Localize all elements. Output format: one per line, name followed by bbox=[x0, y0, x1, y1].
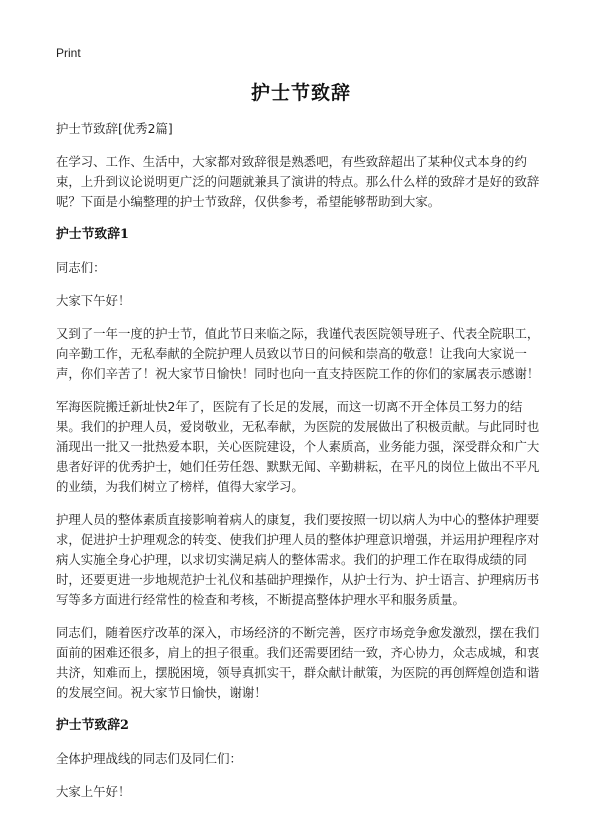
section1-greeting: 大家下午好！ bbox=[56, 293, 131, 308]
section1-paragraph: 护理人员的整体素质直接影响着病人的康复，我们要按照一切以病人为中心的整体护理要求，促进护士护理观念的转变、使我们护理人员的整体护理意识增强，并运用护理程序对病人实施全身心护理，以求切实满足病人的整体需求。我们的护理工作在取得成绩的同时，还要更进一步地规范护士礼仪和基础护理操作，从护士行为、护士语言、护理病历书写等多方面进行经常性的检查和考核，不断提高整体护理水平和服务质量。 bbox=[56, 512, 540, 607]
section1-paragraph: 又到了一年一度的护士节，值此节日来临之际，我谨代表医院领导班子、代表全院职工，向辛勤工作，无私奉献的全院护理人员致以节日的问候和崇高的敬意！让我向大家说一声，你们辛苦了！祝大家节日愉快！同时也向一直支持医院工作的你们的家属表示感谢！ bbox=[56, 326, 540, 381]
document-body bbox=[56, 78, 546, 815]
section2-heading: 护士节致辞2 bbox=[56, 718, 129, 733]
section1-heading: 护士节致辞1 bbox=[56, 227, 129, 242]
page-title: 护士节致辞 bbox=[250, 82, 351, 104]
section1-paragraph: 军海医院搬迁新址快2年了，医院有了长足的发展，而这一切离不开全体员工努力的结果。我们的护理人员，爱岗敬业，无私奉献，为医院的发展做出了积极贡献。与此同时也涌现出一批又一批热爱本职，关心医院建设，个人素质高，业务能力强，深受群众和广大患者好评的优秀护士，她们任劳任怨、默默无闻、辛勤耕耘，在平凡的岗位上做出不平凡的业绩，为我们树立了榜样，值得大家学习。 bbox=[56, 399, 540, 494]
section2-greeting: 大家上午好！ bbox=[56, 784, 131, 799]
print-link[interactable]: Print bbox=[56, 46, 81, 60]
section1-salutation: 同志们： bbox=[56, 260, 106, 275]
intro-line: 护士节致辞[优秀2篇] bbox=[56, 121, 173, 136]
intro-paragraph: 在学习、工作、生活中，大家都对致辞很是熟悉吧，有些致辞超出了某种仪式本身的约束，上升到议论说明更广泛的问题就兼具了演讲的特点。那么什么样的致辞才是好的致辞呢？下面是小编整理的护士节致辞，仅供参考，希望能够帮助到大家。 bbox=[56, 154, 540, 209]
section2-salutation: 全体护理战线的同志们及同仁们： bbox=[56, 751, 242, 766]
section1-paragraph: 同志们，随着医疗改革的深入，市场经济的不断完善，医疗市场竞争愈发激烈，摆在我们面前的困难还很多，肩上的担子很重。我们还需要团结一致，齐心协力，众志成城，和衷共济，知难而上，摆脱困境，领导真抓实干，群众献计献策，为医院的再创辉煌创造和谐的发展空间。祝大家节日愉快，谢谢！ bbox=[56, 625, 540, 700]
